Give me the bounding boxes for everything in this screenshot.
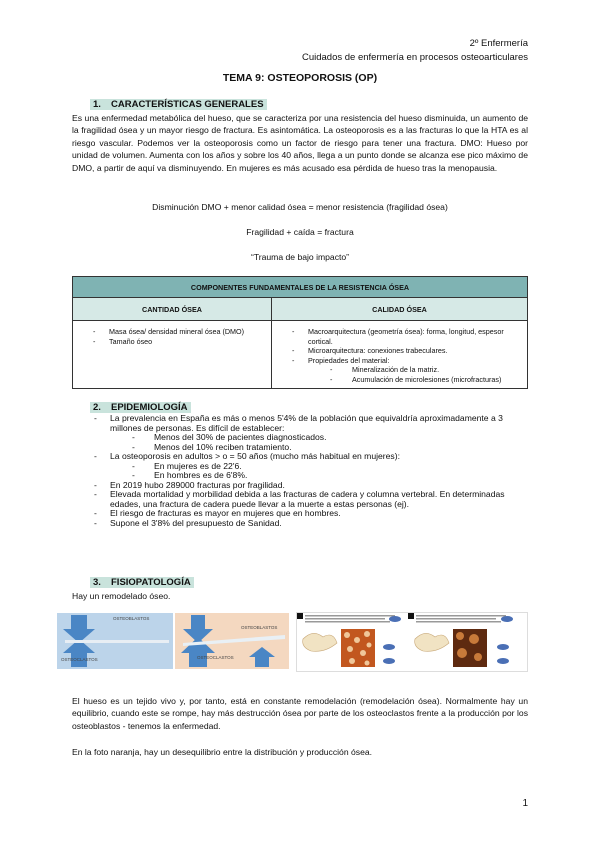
section-heading-2: 2. EPIDEMIOLOGÍA <box>90 402 191 413</box>
list-item: - La osteoporosis en adultos > o = 50 años (mucho más habitual en mujeres): - En mujeres es de 22'6. - En hombres es de 6'8%. <box>92 452 528 481</box>
formula-2: Fragilidad + caída = fractura <box>246 227 354 237</box>
section3-paragraph-1: El hueso es un tejido vivo y, por tanto, está en constante remodelación (remodelación ósea). Normalmente hay un equilibrio, cuando este se rompe, hay más destrucción ósea por parte de los osteoclastos frente a la producción por los osteoblastos - tenemos la enfermedad. <box>72 696 528 731</box>
list-item: - Menos del 10% reciben tratamiento. <box>130 443 528 453</box>
section3-intro: Hay un remodelado óseo. <box>72 591 171 601</box>
list-item: - Propiedades del material: - Mineralización de la matriz. - Acumulación de microlesiones (microfracturas) <box>290 356 519 385</box>
list-item: - En mujeres es de 22'6. <box>130 462 528 472</box>
page-title: TEMA 9: OSTEOPOROSIS (OP) <box>222 72 378 84</box>
bone-tissue-comparison-image <box>296 612 528 672</box>
header-subject: Cuidados de enfermería en procesos osteoarticulares <box>301 52 528 63</box>
list-item: - Mineralización de la matriz. <box>328 365 519 375</box>
list-item: - En 2019 hubo 289000 fracturas por fragilidad. <box>92 481 528 491</box>
table-header-quality: CALIDAD ÓSEA <box>272 298 528 321</box>
osteoblast-label: OSTEOBLASTOS <box>241 625 278 630</box>
section3-paragraph-2: En la foto naranja, hay un desequilibrio entre la distribución y producción ósea. <box>72 747 373 757</box>
page-number: 1 <box>522 798 528 809</box>
table-title: COMPONENTES FUNDAMENTALES DE LA RESISTENCIA ÓSEA <box>73 277 528 298</box>
list-item: - Supone el 3'8% del presupuesto de Sanidad. <box>92 519 528 529</box>
table-cell-quantity <box>73 321 272 389</box>
table-header-quantity: CANTIDAD ÓSEA <box>73 298 272 321</box>
osteoclast-label: OSTEOCLASTOS <box>61 657 98 662</box>
resistance-table <box>72 276 528 389</box>
list-item: - En hombres es de 6'8%. <box>130 471 528 481</box>
section-heading-3: 3. FISIOPATOLOGÍA <box>90 577 194 588</box>
page-header <box>302 37 528 65</box>
remodeling-balance-image <box>57 613 173 669</box>
list-item: - Masa ósea/ densidad mineral ósea (DMO) <box>91 327 263 337</box>
formula-3: “Trauma de bajo impacto” <box>250 252 350 262</box>
trabecular-bone-diagram <box>297 613 527 671</box>
list-item: - Elevada mortalidad y morbilidad debida a las fracturas de cadera y columna vertebral. En determinadas edades, una fractura de cadera puede llevar a la muerte a estas personas (ej). <box>92 490 528 509</box>
list-item: - Menos del 30% de pacientes diagnosticados. <box>130 433 528 443</box>
list-item: - El riesgo de fracturas es mayor en mujeres que en hombres. <box>92 509 528 519</box>
section1-paragraph: Es una enfermedad metabólica del hueso, que se caracteriza por una resistencia del hueso disminuida, un aumento de la fragilidad ósea y un mayor riesgo de fractura. Es asintomática. La osteoporosis es a las fracturas lo que la HTA es al riesgo vascular. Podemos ver la osteoporosis como un factor de riesgo para tener una fractura. DMO: Hueso por unidad de volumen. Aumenta con los años y sobre los 40 años, llega a un punto donde se alcanza ese pico máximo de DMO, a partir de aquí va disminuyendo. En mujeres es más acusado esa pérdida de hueso tras la menopausia. <box>72 113 528 173</box>
remodeling-imbalance-image <box>175 613 289 669</box>
osteoblast-label: OSTEOBLASTOS <box>113 616 150 621</box>
list-item: - Tamaño óseo <box>91 337 263 347</box>
table-cell-quality <box>272 321 528 389</box>
list-item: - La prevalencia en España es más o menos 5'4% de la población que equivaldría aproximadamente a 3 millones de personas. Es difícil de establecer: - Menos del 30% de pacientes diagnosticados. - Menos del 10% reciben tratamiento. <box>92 414 528 452</box>
header-course: 2º Enfermería <box>469 38 528 49</box>
epidemiology-list <box>92 414 528 528</box>
list-item: - Microarquitectura: conexiones trabeculares. <box>290 346 519 356</box>
list-item: - Acumulación de microlesiones (microfracturas) <box>328 375 519 385</box>
section-heading-1: 1. CARACTERÍSTICAS GENERALES <box>90 99 267 110</box>
formula-1: Disminución DMO + menor calidad ósea = menor resistencia (fragilidad ósea) <box>152 202 448 212</box>
bone-imbalance-diagram <box>175 613 289 669</box>
osteoclast-label: OSTEOCLASTOS <box>197 655 234 660</box>
list-item: - Macroarquitectura (geometría ósea): forma, longitud, espesor cortical. <box>290 327 519 346</box>
